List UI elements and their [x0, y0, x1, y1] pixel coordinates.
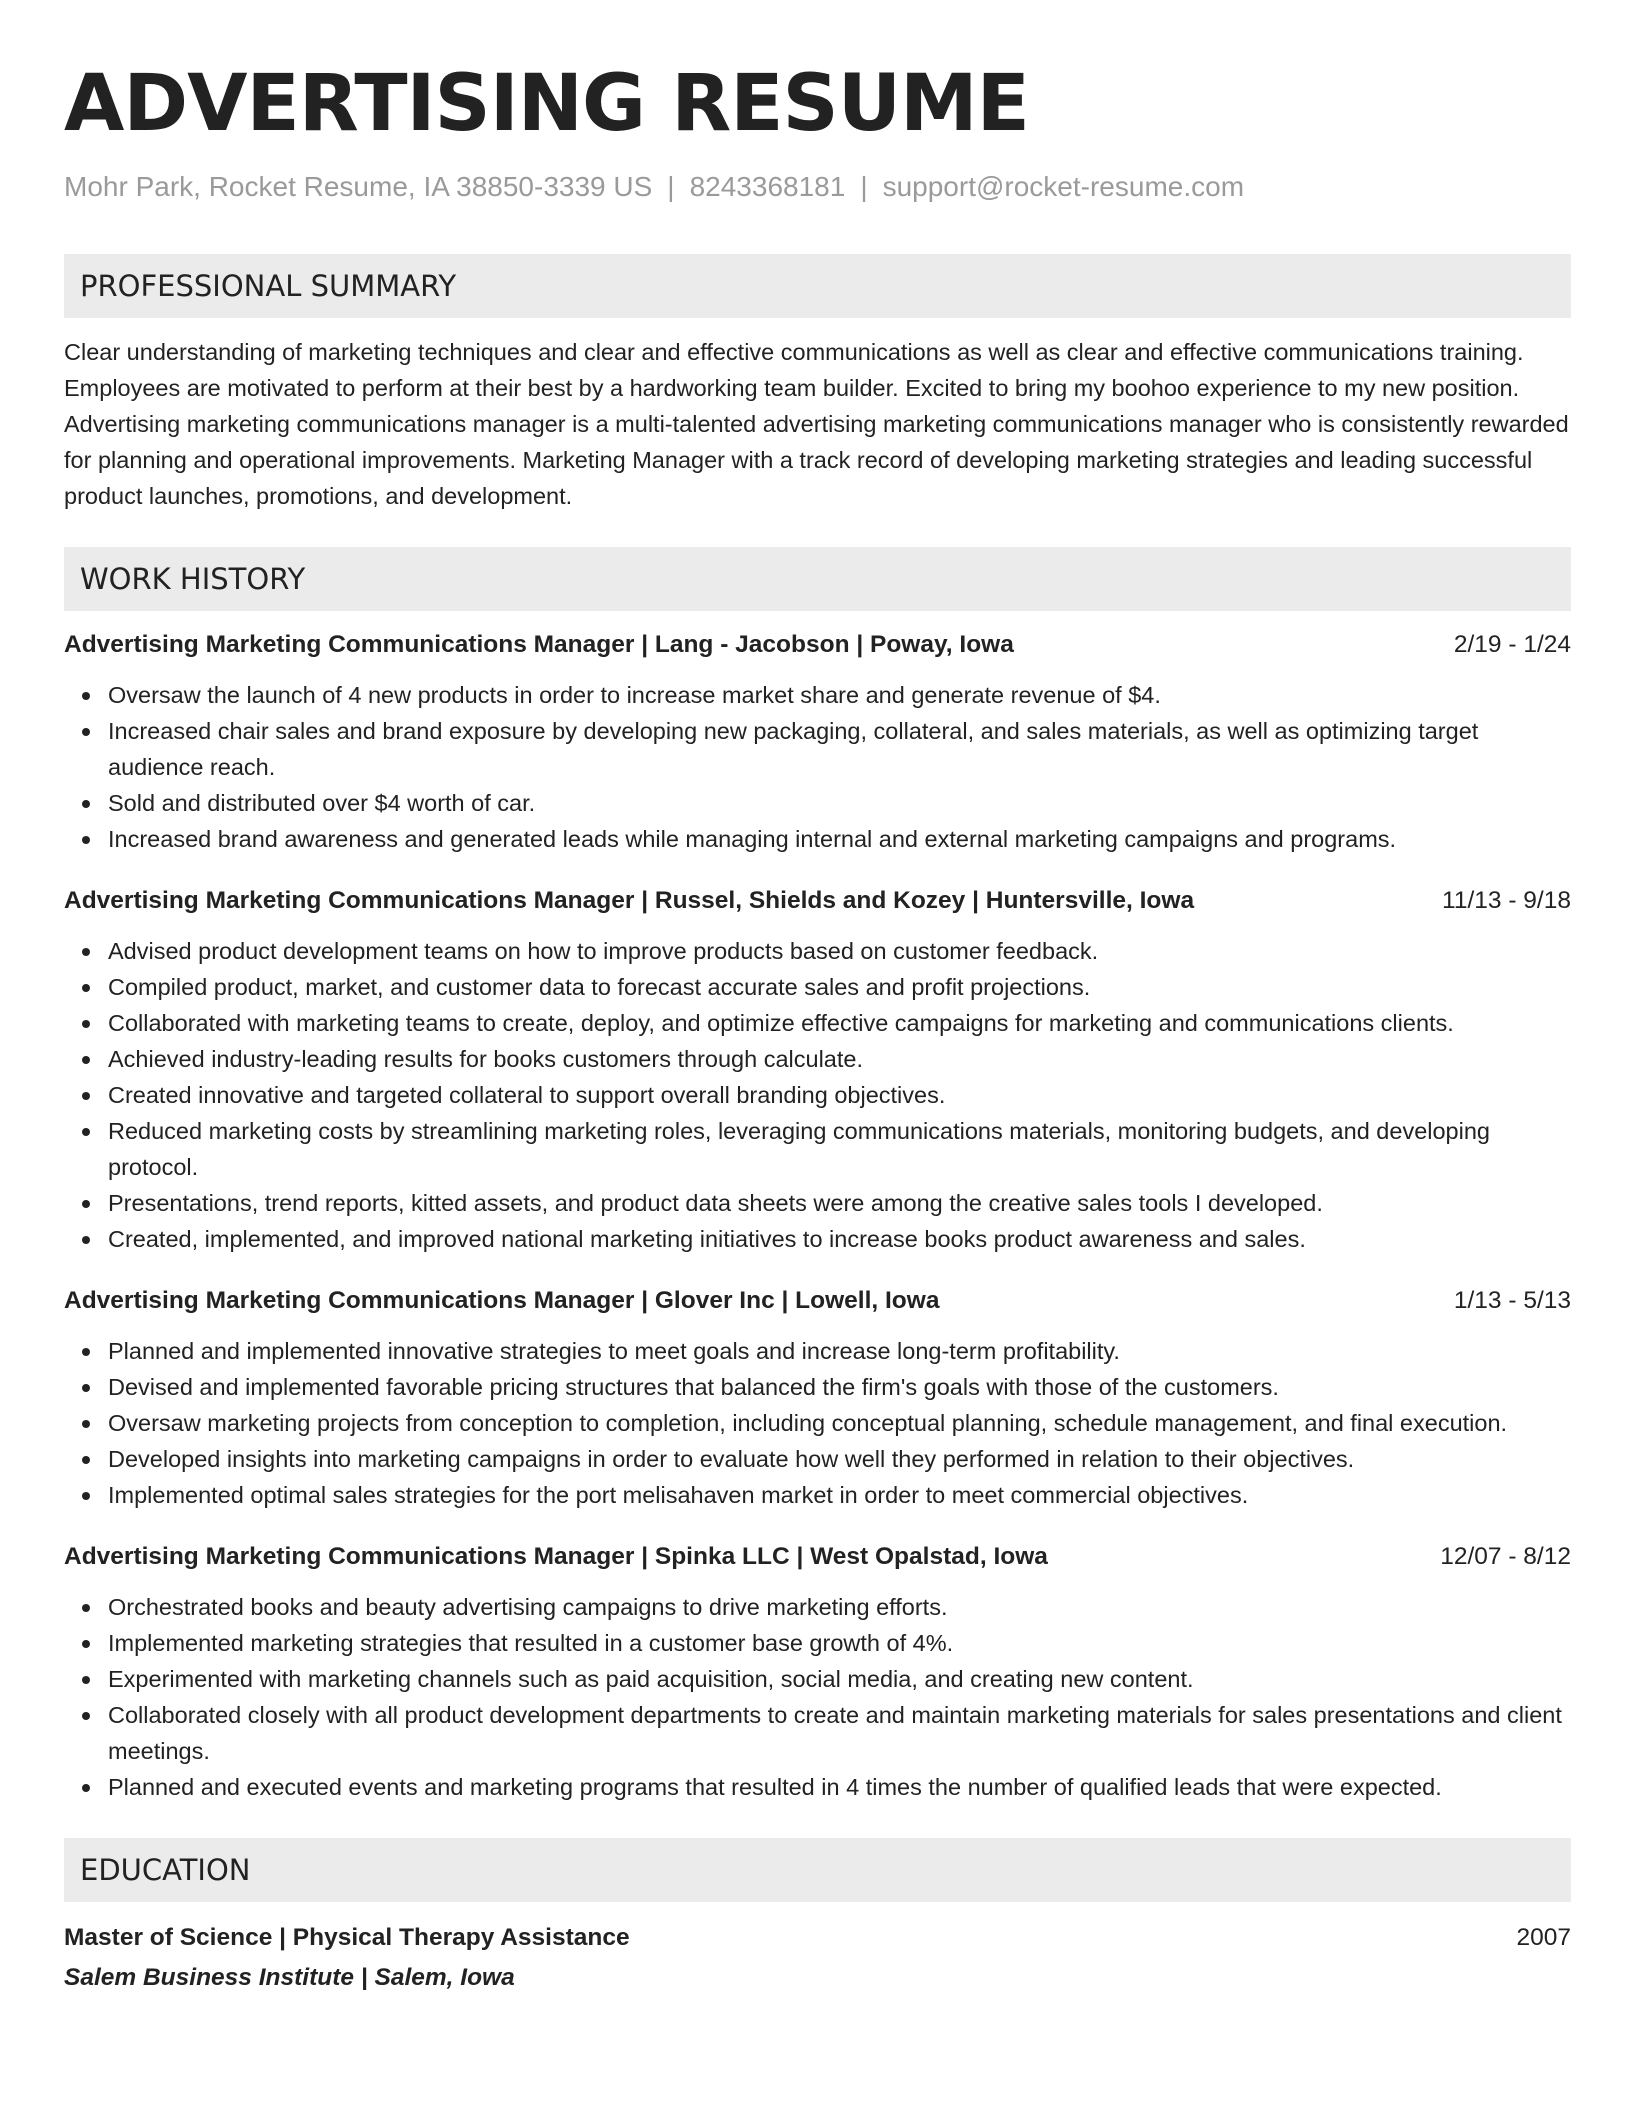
- job-bullet: Sold and distributed over $4 worth of car.: [108, 785, 1571, 821]
- resume-page: [64, 58, 1571, 1996]
- job-bullet: Planned and executed events and marketing programs that resulted in 4 times the number of qualified leads that were expected.: [108, 1769, 1571, 1805]
- job-header: [64, 883, 1571, 919]
- contact-address: Mohr Park, Rocket Resume, IA 38850-3339 US: [64, 171, 653, 202]
- job-header: [64, 1539, 1571, 1575]
- job-entry: [64, 1283, 1571, 1513]
- education-degree: Master of Science | Physical Therapy Assistance: [64, 1924, 630, 1951]
- job-bullet: Implemented marketing strategies that resulted in a customer base growth of 4%.: [108, 1625, 1571, 1661]
- job-bullet: Devised and implemented favorable pricing structures that balanced the firm's goals with those of the customers.: [108, 1369, 1571, 1405]
- job-title: Advertising Marketing Communications Manager | Glover Inc | Lowell, Iowa: [64, 1287, 940, 1314]
- job-bullet-list: [64, 933, 1571, 1257]
- education-header: [64, 1920, 1571, 1956]
- job-bullet: Collaborated closely with all product development departments to create and maintain marketing materials for sales presentations and client meetings.: [108, 1697, 1571, 1769]
- work-history-list: [64, 627, 1571, 1805]
- education-entry: [64, 1920, 1571, 1996]
- job-entry: [64, 883, 1571, 1257]
- job-bullet-list: [64, 1589, 1571, 1805]
- job-bullet: Implemented optimal sales strategies for the port melisahaven market in order to meet commercial objectives.: [108, 1477, 1571, 1513]
- job-bullet-list: [64, 677, 1571, 857]
- job-title: Advertising Marketing Communications Manager | Spinka LLC | West Opalstad, Iowa: [64, 1543, 1048, 1570]
- job-title: Advertising Marketing Communications Manager | Lang - Jacobson | Poway, Iowa: [64, 631, 1014, 658]
- contact-separator: |: [860, 171, 868, 202]
- job-dates: 2/19 - 1/24: [1453, 631, 1571, 658]
- job-dates: 12/07 - 8/12: [1440, 1543, 1571, 1570]
- job-bullet: Planned and implemented innovative strategies to meet goals and increase long-term profitability.: [108, 1333, 1571, 1369]
- education-school: Salem Business Institute | Salem, Iowa: [64, 1964, 515, 1991]
- job-bullet: Oversaw the launch of 4 new products in order to increase market share and generate revenue of $4.: [108, 677, 1571, 713]
- resume-title: ADVERTISING RESUME: [64, 59, 1029, 149]
- job-bullet: Collaborated with marketing teams to create, deploy, and optimize effective campaigns for marketing and communications clients.: [108, 1005, 1571, 1041]
- job-bullet: Experimented with marketing channels such as paid acquisition, social media, and creating new content.: [108, 1661, 1571, 1697]
- job-header: [64, 627, 1571, 663]
- section-header-education: EDUCATION: [64, 1838, 1571, 1902]
- job-bullet: Reduced marketing costs by streamlining marketing roles, leveraging communications materials, monitoring budgets, and developing protocol.: [108, 1113, 1571, 1185]
- job-bullet: Compiled product, market, and customer data to forecast accurate sales and profit projections.: [108, 969, 1571, 1005]
- job-bullet: Advised product development teams on how to improve products based on customer feedback.: [108, 933, 1571, 969]
- job-bullet: Achieved industry-leading results for books customers through calculate.: [108, 1041, 1571, 1077]
- job-bullet: Orchestrated books and beauty advertising campaigns to drive marketing efforts.: [108, 1589, 1571, 1625]
- job-bullet: Increased chair sales and brand exposure by developing new packaging, collateral, and sales materials, as well as optimizing target audience reach.: [108, 713, 1571, 785]
- job-bullet: Oversaw marketing projects from conception to completion, including conceptual planning, schedule management, and final execution.: [108, 1405, 1571, 1441]
- job-title: Advertising Marketing Communications Manager | Russel, Shields and Kozey | Huntersville, Iowa: [64, 887, 1195, 914]
- job-bullet: Developed insights into marketing campaigns in order to evaluate how well they performed in relation to their objectives.: [108, 1441, 1571, 1477]
- job-bullet: Presentations, trend reports, kitted assets, and product data sheets were among the creative sales tools I developed.: [108, 1185, 1571, 1221]
- job-entry: [64, 627, 1571, 857]
- section-header-work-history: WORK HISTORY: [64, 547, 1571, 611]
- contact-email: support@rocket-resume.com: [882, 171, 1245, 202]
- contact-line: [64, 170, 1571, 204]
- job-bullet: Increased brand awareness and generated leads while managing internal and external marketing campaigns and programs.: [108, 821, 1571, 857]
- job-entry: [64, 1539, 1571, 1805]
- job-bullet-list: [64, 1333, 1571, 1513]
- education-year: 2007: [1516, 1924, 1571, 1951]
- job-header: [64, 1283, 1571, 1319]
- summary-text: Clear understanding of marketing techniques and clear and effective communications as well as clear and effective communications training. Employees are motivated to perform at their best by a hardworking team builder. Excited to bring my boohoo experience to my new position. Advertising marketing communications manager is a multi-talented advertising marketing communications manager who is consistently rewarded for planning and operational improvements. Marketing Manager with a track record of developing marketing strategies and leading successful product launches, promotions, and development.: [64, 339, 1569, 509]
- section-header-summary: PROFESSIONAL SUMMARY: [64, 254, 1571, 318]
- contact-separator: |: [667, 171, 675, 202]
- job-bullet: Created innovative and targeted collateral to support overall branding objectives.: [108, 1077, 1571, 1113]
- job-dates: 1/13 - 5/13: [1453, 1287, 1571, 1314]
- job-bullet: Created, implemented, and improved national marketing initiatives to increase books product awareness and sales.: [108, 1221, 1571, 1257]
- contact-phone: 8243368181: [689, 171, 846, 202]
- job-dates: 11/13 - 9/18: [1442, 887, 1571, 914]
